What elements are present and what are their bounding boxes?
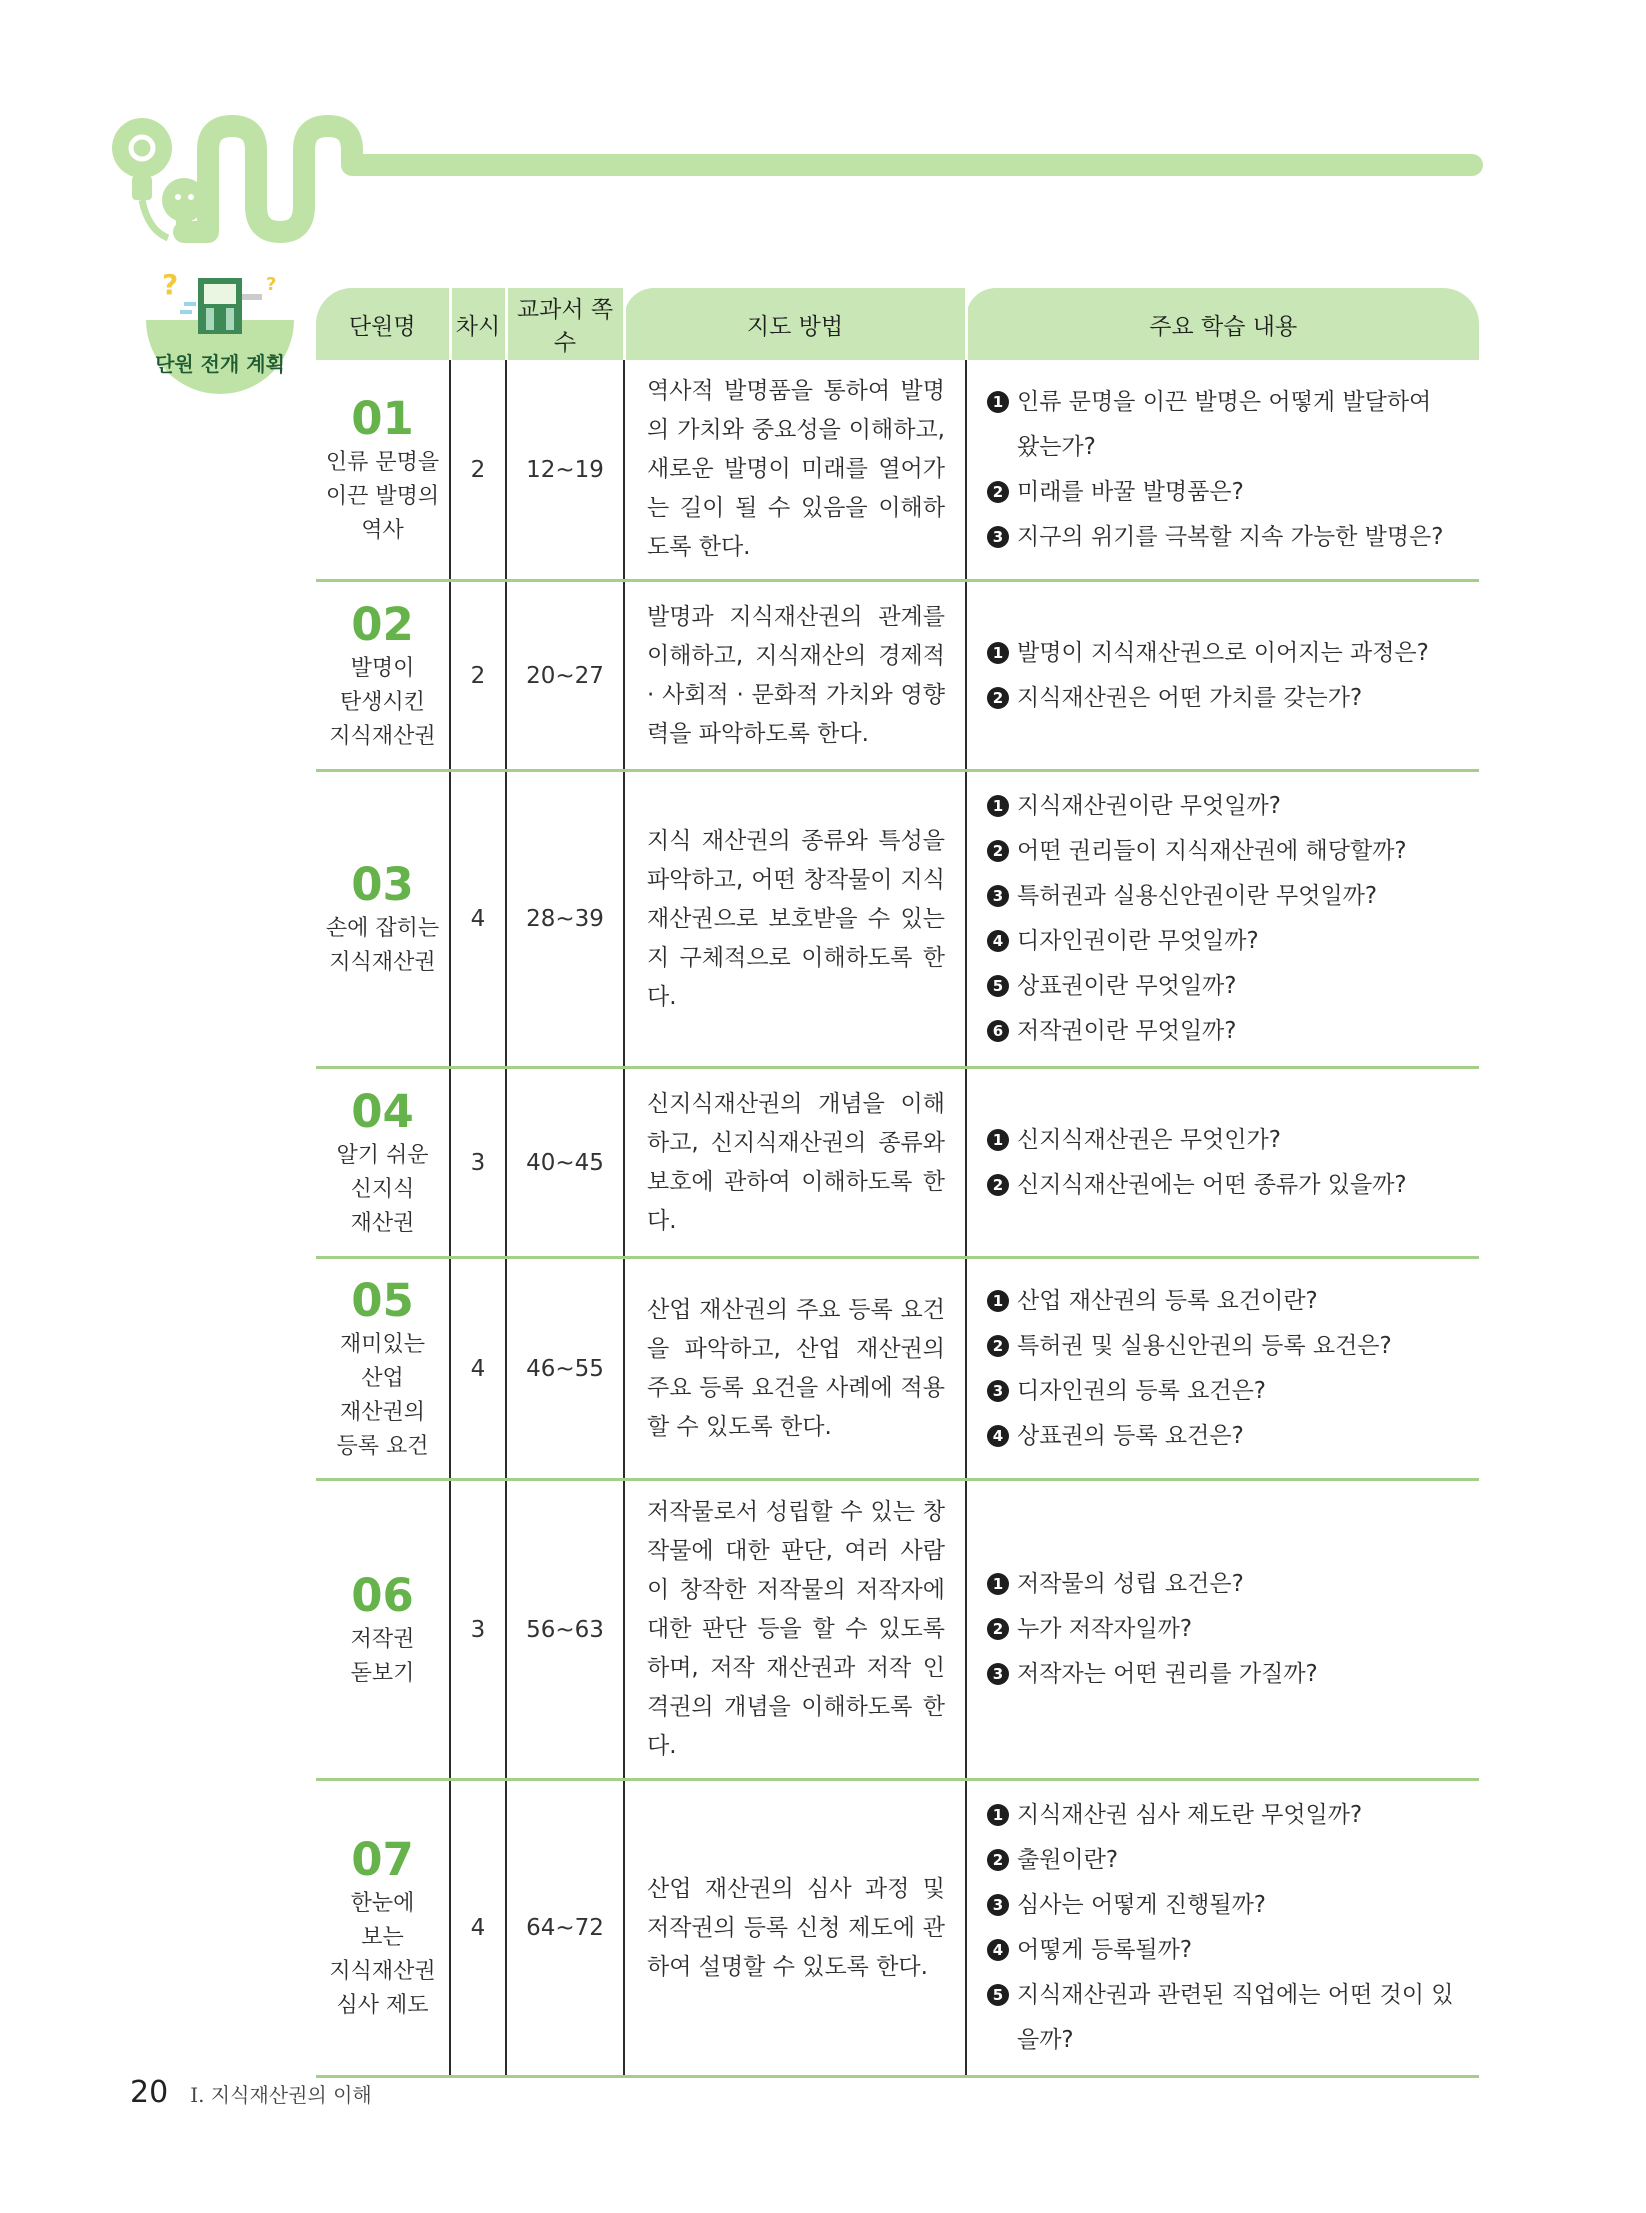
sessions-cell: 2 xyxy=(450,581,506,771)
table-row xyxy=(316,1480,1479,1780)
list-item xyxy=(987,1009,1459,1054)
wavy-cable xyxy=(184,126,1472,232)
unit-name: 한눈에 보는 지식재산권 심사 제도 xyxy=(329,1891,436,2018)
number-bullet-icon: 3 xyxy=(987,885,1009,907)
unit-name: 알기 쉬운 신지식 재산권 xyxy=(336,1142,429,1236)
header-teaching-method: 지도 방법 xyxy=(624,288,966,360)
content-list xyxy=(987,1562,1459,1697)
list-item-text: 상표권의 등록 요건은? xyxy=(1017,1422,1244,1449)
number-bullet-icon: 6 xyxy=(987,1020,1009,1042)
unit-number: 07 xyxy=(351,1833,414,1886)
list-item-text: 지구의 위기를 극복할 지속 가능한 발명은? xyxy=(1017,523,1444,550)
list-item-text: 특허권과 실용신안권이란 무엇일까? xyxy=(1017,883,1378,909)
number-bullet-icon: 2 xyxy=(987,687,1009,709)
list-item xyxy=(987,676,1459,721)
chapter-title: Ⅰ. 지식재산권의 이해 xyxy=(190,2083,372,2107)
header-sessions: 차시 xyxy=(450,288,506,360)
method-cell: 역사적 발명품을 통하여 발명의 가치와 중요성을 이해하고, 새로운 발명이 미래를 열어가는 길이 될 수 있음을 이해하도록 한다. xyxy=(624,360,966,581)
list-item-text: 디자인권의 등록 요건은? xyxy=(1017,1377,1267,1404)
number-bullet-icon: 1 xyxy=(987,1804,1009,1826)
list-item xyxy=(987,1118,1459,1163)
number-bullet-icon: 4 xyxy=(987,1425,1009,1447)
sessions-cell: 4 xyxy=(450,1780,506,2077)
unit-name: 재미있는 산업 재산권의 등록 요건 xyxy=(336,1331,429,1459)
sessions-cell: 3 xyxy=(450,1068,506,1258)
table-row xyxy=(316,581,1479,771)
number-bullet-icon: 3 xyxy=(987,1663,1009,1685)
content-cell xyxy=(966,581,1479,771)
unit-number: 06 xyxy=(351,1568,414,1622)
list-item xyxy=(987,919,1459,964)
list-item-text: 지식재산권이란 무엇일까? xyxy=(1017,793,1281,819)
unit-name: 발명이 탄생시킨 지식재산권 xyxy=(329,655,436,749)
list-item-text: 저작권이란 무엇일까? xyxy=(1017,1018,1237,1044)
unit-cell xyxy=(316,360,450,581)
list-item-text: 디자인권이란 무엇일까? xyxy=(1017,928,1259,954)
method-cell: 산업 재산권의 주요 등록 요건을 파악하고, 산업 재산권의 주요 등록 요건을 사례에 적용할 수 있도록 한다. xyxy=(624,1258,966,1480)
list-item-text: 지식재산권과 관련된 직업에는 어떤 것이 있을까? xyxy=(1017,1982,1454,2053)
list-item xyxy=(987,1652,1459,1697)
method-cell: 저작물로서 성립할 수 있는 창작물에 대한 판단, 여러 사람이 창작한 저작물의 저작자에 대한 판단 등을 할 수 있도록 하며, 저작 재산권과 저작 인격권의 개념을 이해하도록 한다. xyxy=(624,1480,966,1780)
number-bullet-icon: 2 xyxy=(987,1335,1009,1357)
number-bullet-icon: 4 xyxy=(987,1939,1009,1961)
badge-graphic xyxy=(140,260,300,400)
page-footer xyxy=(130,2075,372,2110)
unit-number: 03 xyxy=(351,858,414,911)
sessions-cell: 4 xyxy=(450,1258,506,1480)
content-list xyxy=(987,1118,1459,1208)
number-bullet-icon: 5 xyxy=(987,975,1009,997)
lightbulb-icon xyxy=(112,118,172,238)
method-cell: 지식 재산권의 종류와 특성을 파악하고, 어떤 창작물이 지식재산권으로 보호받을 수 있는지 구체적으로 이해하도록 한다. xyxy=(624,771,966,1068)
list-item-text: 어떻게 등록될까? xyxy=(1017,1937,1193,1963)
number-bullet-icon: 1 xyxy=(987,795,1009,817)
list-item xyxy=(987,631,1459,676)
number-bullet-icon: 3 xyxy=(987,1894,1009,1916)
list-item-text: 산업 재산권의 등록 요건이란? xyxy=(1017,1287,1318,1314)
list-item xyxy=(987,1163,1459,1208)
list-item xyxy=(987,470,1459,515)
list-item xyxy=(987,1883,1459,1928)
number-bullet-icon: 1 xyxy=(987,391,1009,413)
list-item-text: 심사는 어떻게 진행될까? xyxy=(1017,1892,1267,1918)
method-cell: 산업 재산권의 심사 과정 및 저작권의 등록 신청 제도에 관하여 설명할 수 있도록 한다. xyxy=(624,1780,966,2077)
unit-plan-badge xyxy=(140,260,300,404)
table-row xyxy=(316,771,1479,1068)
unit-name: 인류 문명을 이끈 발명의 역사 xyxy=(325,449,440,543)
unit-plan-table xyxy=(316,288,1479,2078)
list-item-text: 신지식재산권은 무엇인가? xyxy=(1017,1126,1281,1153)
pages-cell: 12~19 xyxy=(506,360,624,581)
sessions-cell: 3 xyxy=(450,1480,506,1780)
list-item xyxy=(987,1279,1459,1324)
number-bullet-icon: 3 xyxy=(987,526,1009,548)
list-item-text: 미래를 바꿀 발명품은? xyxy=(1017,478,1244,505)
content-cell xyxy=(966,1480,1479,1780)
table-header-row xyxy=(316,288,1479,360)
content-list xyxy=(987,1279,1459,1459)
badge-label: 단원 전개 계획 xyxy=(155,352,285,376)
list-item xyxy=(987,964,1459,1009)
unit-cell xyxy=(316,771,450,1068)
list-item-text: 특허권 및 실용신안권의 등록 요건은? xyxy=(1017,1332,1392,1359)
method-cell: 발명과 지식재산권의 관계를 이해하고, 지식재산의 경제적 · 사회적 · 문화적 가치와 영향력을 파악하도록 한다. xyxy=(624,581,966,771)
content-cell xyxy=(966,1258,1479,1480)
content-list xyxy=(987,380,1459,560)
number-bullet-icon: 4 xyxy=(987,930,1009,952)
list-item xyxy=(987,380,1459,470)
unit-cell xyxy=(316,1480,450,1780)
list-item xyxy=(987,515,1459,560)
number-bullet-icon: 2 xyxy=(987,840,1009,862)
content-list xyxy=(987,631,1459,721)
unit-number: 04 xyxy=(351,1084,414,1138)
list-item-text: 상표권이란 무엇일까? xyxy=(1017,973,1237,999)
list-item xyxy=(987,1838,1459,1883)
header-textbook-pages: 교과서 쪽수 xyxy=(506,288,624,360)
method-cell: 신지식재산권의 개념을 이해하고, 신지식재산권의 종류와 보호에 관하여 이해하도록 한다. xyxy=(624,1068,966,1258)
content-cell xyxy=(966,771,1479,1068)
unit-number: 01 xyxy=(351,391,414,445)
pages-cell: 28~39 xyxy=(506,771,624,1068)
sessions-cell: 2 xyxy=(450,360,506,581)
list-item-text: 출원이란? xyxy=(1017,1847,1119,1873)
list-item-text: 저작자는 어떤 권리를 가질까? xyxy=(1017,1661,1318,1687)
header-decoration xyxy=(0,0,1646,270)
number-bullet-icon: 1 xyxy=(987,642,1009,664)
number-bullet-icon: 2 xyxy=(987,481,1009,503)
number-bullet-icon: 5 xyxy=(987,1984,1009,2006)
table-row xyxy=(316,360,1479,581)
list-item xyxy=(987,829,1459,874)
header-main-content: 주요 학습 내용 xyxy=(966,288,1479,360)
unit-name: 손에 잡히는 지식재산권 xyxy=(325,916,440,975)
number-bullet-icon: 1 xyxy=(987,1129,1009,1151)
header-unit-name: 단원명 xyxy=(316,288,450,360)
unit-cell xyxy=(316,1068,450,1258)
table-row xyxy=(316,1068,1479,1258)
number-bullet-icon: 2 xyxy=(987,1849,1009,1871)
list-item xyxy=(987,1928,1459,1973)
list-item xyxy=(987,1607,1459,1652)
list-item-text: 발명이 지식재산권으로 이어지는 과정은? xyxy=(1017,639,1429,666)
unit-cell xyxy=(316,581,450,771)
list-item-text: 어떤 권리들이 지식재산권에 해당할까? xyxy=(1017,838,1407,864)
list-item xyxy=(987,1973,1459,2063)
pages-cell: 46~55 xyxy=(506,1258,624,1480)
svg-text:?: ? xyxy=(266,274,277,295)
list-item xyxy=(987,1414,1459,1459)
content-cell xyxy=(966,360,1479,581)
list-item-text: 신지식재산권에는 어떤 종류가 있을까? xyxy=(1017,1171,1407,1198)
list-item xyxy=(987,1369,1459,1414)
pages-cell: 64~72 xyxy=(506,1780,624,2077)
list-item-text: 지식재산권 심사 제도란 무엇일까? xyxy=(1017,1802,1363,1828)
number-bullet-icon: 2 xyxy=(987,1618,1009,1640)
content-cell xyxy=(966,1068,1479,1258)
unit-cell xyxy=(316,1780,450,2077)
content-cell xyxy=(966,1780,1479,2077)
list-item-text: 누가 저작자일까? xyxy=(1017,1616,1193,1642)
content-list xyxy=(987,1793,1459,2063)
number-bullet-icon: 1 xyxy=(987,1573,1009,1595)
number-bullet-icon: 1 xyxy=(987,1290,1009,1312)
list-item xyxy=(987,1562,1459,1607)
unit-number: 02 xyxy=(351,597,414,651)
unit-cell xyxy=(316,1258,450,1480)
unit-number: 05 xyxy=(351,1273,414,1327)
table-row xyxy=(316,1258,1479,1480)
pages-cell: 20~27 xyxy=(506,581,624,771)
pages-cell: 56~63 xyxy=(506,1480,624,1780)
page-number: 20 xyxy=(130,2075,169,2110)
number-bullet-icon: 3 xyxy=(987,1380,1009,1402)
sessions-cell: 4 xyxy=(450,771,506,1068)
number-bullet-icon: 2 xyxy=(987,1174,1009,1196)
list-item-text: 지식재산권은 어떤 가치를 갖는가? xyxy=(1017,684,1363,711)
list-item xyxy=(987,784,1459,829)
content-list xyxy=(987,784,1459,1054)
table-row xyxy=(316,1780,1479,2077)
svg-text:?: ? xyxy=(162,268,179,301)
pages-cell: 40~45 xyxy=(506,1068,624,1258)
list-item-text: 저작물의 성립 요건은? xyxy=(1017,1571,1244,1597)
unit-name: 저작권 돋보기 xyxy=(350,1626,415,1686)
list-item xyxy=(987,874,1459,919)
list-item-text: 인류 문명을 이끈 발명은 어떻게 발달하여 왔는가? xyxy=(1017,388,1432,460)
list-item xyxy=(987,1324,1459,1369)
list-item xyxy=(987,1793,1459,1838)
